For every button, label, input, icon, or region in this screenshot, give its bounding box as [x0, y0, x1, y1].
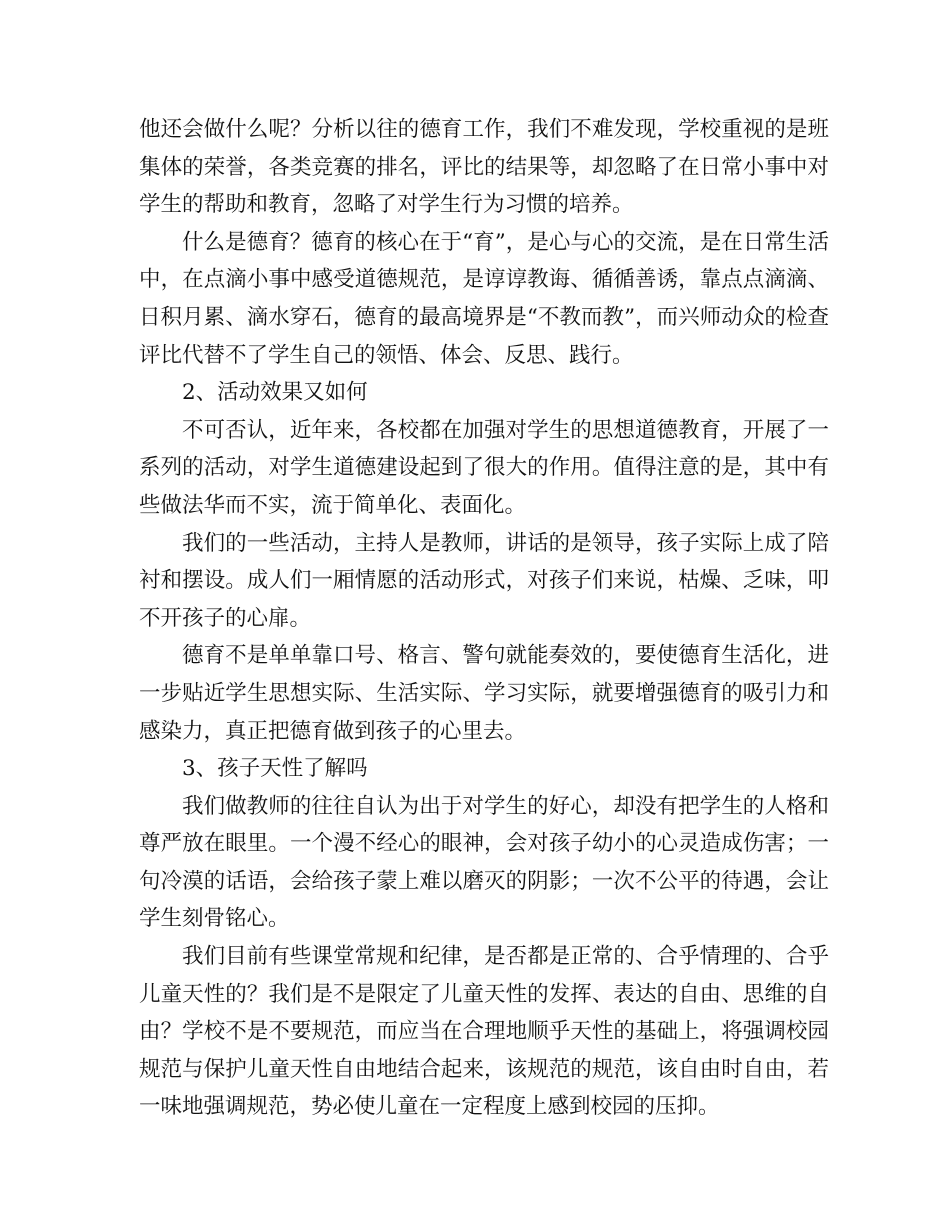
- paragraph-teacher-attitude: 我们做教师的往往自认为出于对学生的好心，却没有把学生的人格和尊严放在眼里。一个漫不经心的眼神，会对孩子幼小的心灵造成伤害；一句冷漠的话语，会给孩子蒙上难以磨灭的阴影；一次不公平的待遇，会让学生刻骨铭心。: [139, 793, 829, 932]
- paragraph-classroom-rules: 我们目前有些课堂常规和纪律，是否都是正常的、合乎情理的、合乎儿童天性的？我们是不是限定了儿童天性的发挥、表达的自由、思维的自由？学校不是不要规范，而应当在合理地顺乎天性的基础上，将强调校园规范与保护儿童天性自由地结合起来，该规范的规范，该自由时自由，若一味地强调规范，势必使儿童在一定程度上感到校园的压抑。: [139, 944, 829, 1120]
- document-body: [139, 111, 829, 1126]
- paragraph-activities-intro: 不可否认，近年来，各校都在加强对学生的思想道德教育，开展了一系列的活动，对学生道德建设起到了很大的作用。值得注意的是，其中有些做法华而不实，流于简单化、表面化。: [139, 417, 829, 518]
- section-heading-2: 2、活动效果又如何: [182, 380, 368, 406]
- paragraph-what-is-moral-education: 什么是德育？德育的核心在于“育”，是心与心的交流，是在日常生活中，在点滴小事中感受道德规范，是谆谆教诲、循循善诱，靠点点滴滴、日积月累、滴水穿石，德育的最高境界是“不教而教”，而兴师动众的检查评比代替不了学生自己的领悟、体会、反思、践行。: [139, 229, 829, 368]
- paragraph-continuation: 他还会做什么呢？分析以往的德育工作，我们不难发现，学校重视的是班集体的荣誉，各类竞赛的排名，评比的结果等，却忽略了在日常小事中对学生的帮助和教育，忽略了对学生行为习惯的培养。: [139, 117, 829, 218]
- paragraph-activities-hosts: 我们的一些活动，主持人是教师，讲话的是领导，孩子实际上成了陪衬和摆设。成人们一厢情愿的活动形式，对孩子们来说，枯燥、乏味，叩不开孩子的心扉。: [139, 530, 829, 631]
- paragraph-moral-education-life: 德育不是单单靠口号、格言、警句就能奏效的，要使德育生活化，进一步贴近学生思想实际、生活实际、学习实际，就要增强德育的吸引力和感染力，真正把德育做到孩子的心里去。: [139, 643, 829, 744]
- section-heading-3: 3、孩子天性了解吗: [182, 756, 368, 782]
